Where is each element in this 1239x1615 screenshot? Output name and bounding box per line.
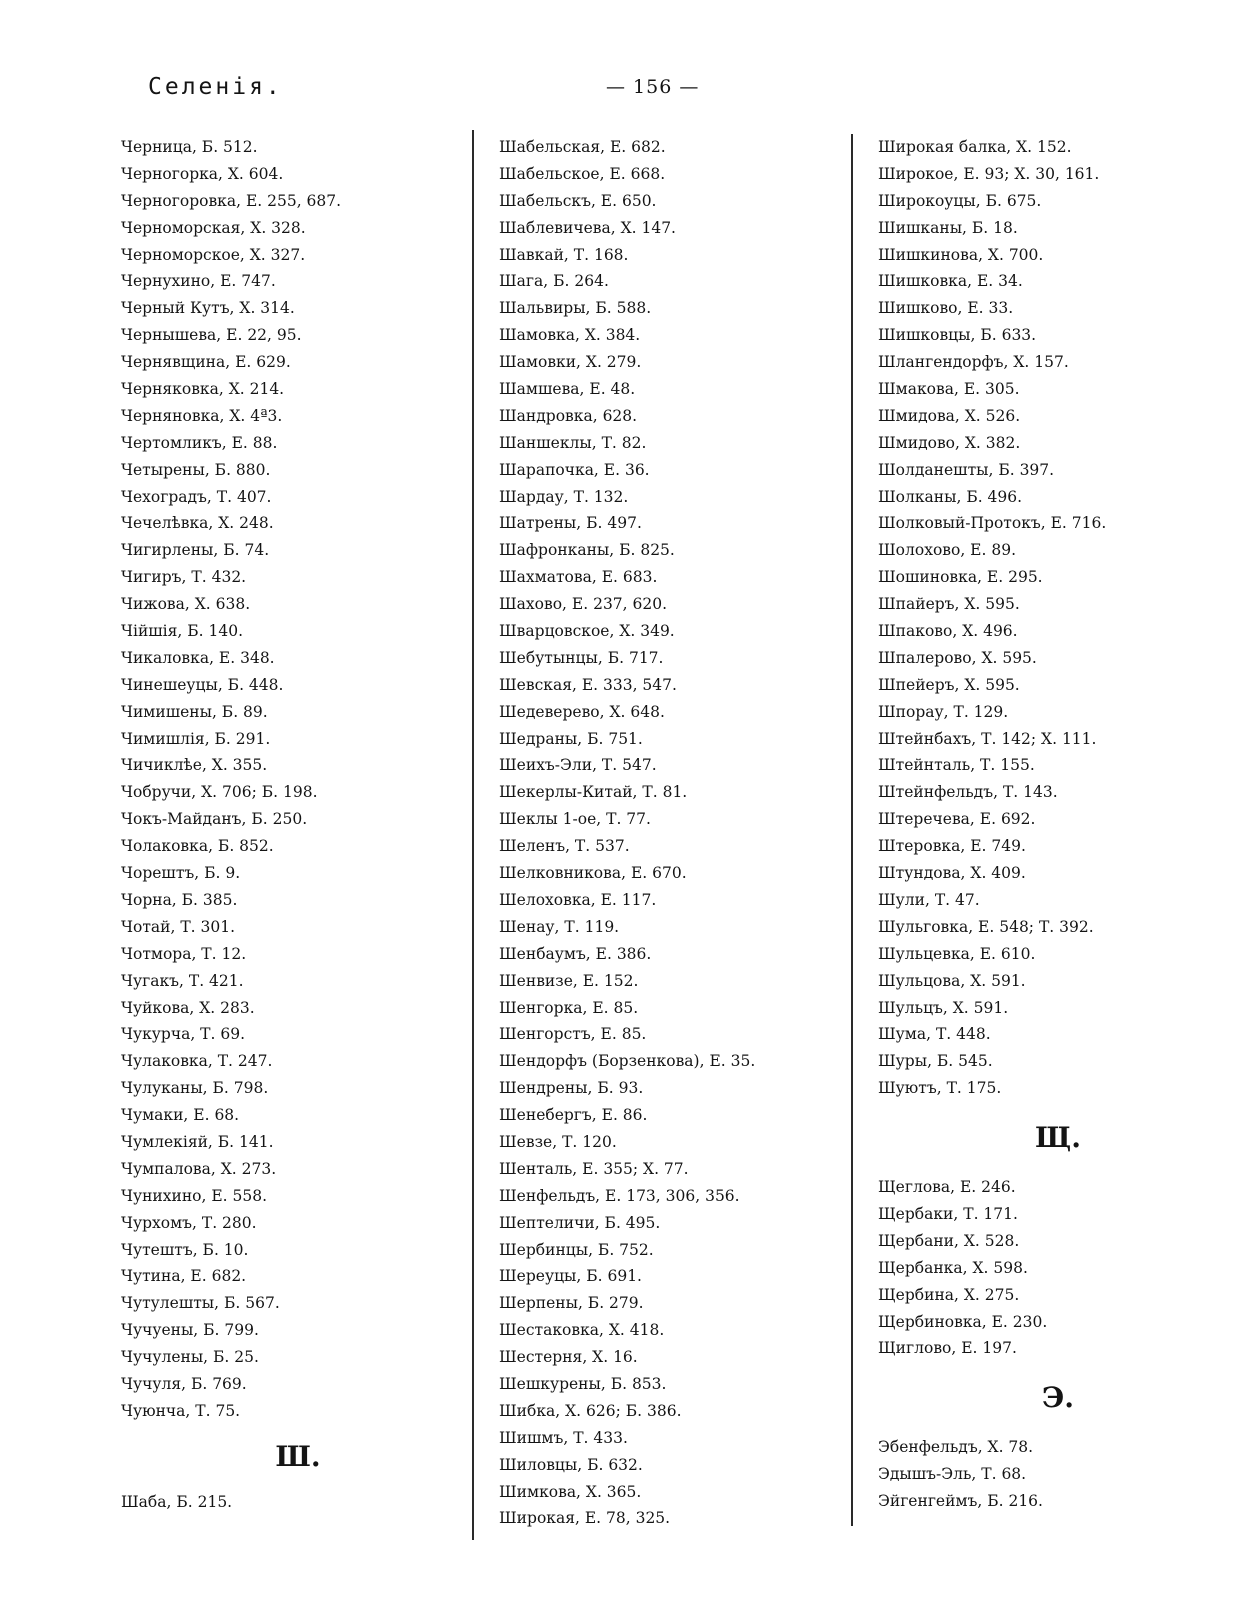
index-entry: Шереуцы, Б. 691.	[499, 1267, 642, 1286]
index-entry: Чимишлія, Б. 291.	[121, 729, 271, 748]
index-entry: Шмидово, Х. 382.	[878, 433, 1021, 452]
index-entry: Шульцевка, Е. 610.	[878, 944, 1036, 963]
index-entry: Шенфельдъ, Е. 173, 306, 356.	[499, 1186, 740, 1205]
index-entry: Шульцова, Х. 591.	[878, 971, 1026, 990]
index-entry: Шестаковка, Х. 418.	[499, 1321, 665, 1340]
index-entry: Шпаково, Х. 496.	[878, 622, 1018, 641]
index-entry: Черноморское, Х. 327.	[121, 245, 306, 264]
index-entry: Шенвизе, Е. 152.	[499, 971, 639, 990]
index-entry: Шварцовское, Х. 349.	[499, 622, 675, 641]
section-heading: Э.	[1041, 1381, 1075, 1415]
index-entry: Чорештъ, Б. 9.	[121, 864, 241, 883]
index-entry: Шульговка, Е. 548; Т. 392.	[878, 917, 1094, 936]
index-entry: Чунихино, Е. 558.	[121, 1186, 268, 1205]
index-entry: Шекерлы-Китай, Т. 81.	[499, 783, 688, 802]
index-entry: Чертомликъ, Е. 88.	[121, 433, 278, 452]
index-entry: Шлангендорфъ, Х. 157.	[878, 353, 1069, 372]
index-entry: Широкое, Е. 93; Х. 30, 161.	[878, 164, 1100, 183]
index-entry: Чижова, Х. 638.	[121, 595, 251, 614]
index-entry: Шенгорка, Е. 85.	[499, 998, 639, 1017]
index-entry: Чучуены, Б. 799.	[121, 1321, 259, 1340]
index-entry: Шелоховка, Е. 117.	[499, 890, 657, 909]
index-entry: Чумпалова, Х. 273.	[121, 1159, 277, 1178]
index-entry: Чурхомъ, Т. 280.	[121, 1213, 257, 1232]
index-entry: Шпайеръ, Х. 595.	[878, 595, 1020, 614]
index-entry: Чотай, Т. 301.	[121, 917, 236, 936]
index-entry: Шамовки, Х. 279.	[499, 353, 642, 372]
column-divider	[472, 130, 474, 1540]
index-entry: Шабельское, Е. 668.	[499, 164, 666, 183]
index-entry: Шенау, Т. 119.	[499, 917, 620, 936]
index-entry: Шеклы 1-ое, Т. 77.	[499, 810, 651, 829]
index-entry: Шардау, Т. 132.	[499, 487, 629, 506]
index-entry: Черногоровка, Е. 255, 687.	[121, 191, 342, 210]
index-entry: Чутулешты, Б. 567.	[121, 1294, 280, 1313]
index-entry: Шолковый-Протокъ, Е. 716.	[878, 514, 1107, 533]
index-entry: Черноморская, Х. 328.	[121, 218, 306, 237]
index-entry: Щербаки, Т. 171.	[878, 1204, 1018, 1223]
index-entry: Чолаковка, Б. 852.	[121, 837, 274, 856]
index-entry: Шуютъ, Т. 175.	[878, 1079, 1002, 1098]
index-entry: Широкоуцы, Б. 675.	[878, 191, 1042, 210]
index-entry: Шимкова, Х. 365.	[499, 1482, 642, 1501]
index-entry: Чинешеуцы, Б. 448.	[121, 675, 284, 694]
index-entry: Шенебергъ, Е. 86.	[499, 1106, 648, 1125]
index-entry: Щербани, Х. 528.	[878, 1231, 1020, 1250]
index-entry: Шелковникова, Е. 670.	[499, 864, 687, 883]
index-entry: Шенгорстъ, Е. 85.	[499, 1025, 647, 1044]
index-entry: Чигиръ, Т. 432.	[121, 568, 247, 587]
index-entry: Шептеличи, Б. 495.	[499, 1213, 661, 1232]
index-entry: Штейнбахъ, Т. 142; Х. 111.	[878, 729, 1097, 748]
index-entry: Штейнталь, Т. 155.	[878, 756, 1035, 775]
index-entry: Шевская, Е. 333, 547.	[499, 675, 677, 694]
index-entry: Шафронканы, Б. 825.	[499, 541, 675, 560]
index-entry: Шолохово, Е. 89.	[878, 541, 1017, 560]
index-entry: Чичиклѣе, Х. 355.	[121, 756, 268, 775]
index-entry: Шмидова, Х. 526.	[878, 406, 1021, 425]
index-entry: Шеленъ, Т. 537.	[499, 837, 630, 856]
index-column-3	[878, 134, 1218, 1515]
index-entry: Чутештъ, Б. 10.	[121, 1240, 249, 1259]
index-entry: Шамшева, Е. 48.	[499, 380, 636, 399]
index-entry: Шешкурены, Б. 853.	[499, 1374, 667, 1393]
index-entry: Черный Кутъ, Х. 314.	[121, 299, 295, 318]
section-heading: Ш.	[275, 1439, 321, 1473]
index-entry: Шамовка, Х. 384.	[499, 326, 641, 345]
index-entry: Шишканы, Б. 18.	[878, 218, 1018, 237]
index-entry: Шульцъ, Х. 591.	[878, 998, 1009, 1017]
index-entry: Шандровка, 628.	[499, 406, 638, 425]
index-entry: Чучуля, Б. 769.	[121, 1374, 247, 1393]
index-entry: Щиглово, Е. 197.	[878, 1339, 1017, 1358]
index-entry: Шпейеръ, Х. 595.	[878, 675, 1020, 694]
index-entry: Штеречева, Е. 692.	[878, 810, 1036, 829]
index-entry: Чійшія, Б. 140.	[121, 622, 244, 641]
index-entry: Чутина, Е. 682.	[121, 1267, 247, 1286]
index-entry: Шербинцы, Б. 752.	[499, 1240, 654, 1259]
index-entry: Шули, Т. 47.	[878, 890, 980, 909]
index-entry: Чучулены, Б. 25.	[121, 1348, 259, 1367]
index-entry: Эбенфельдъ, Х. 78.	[878, 1438, 1034, 1457]
index-entry: Чулуканы, Б. 798.	[121, 1079, 269, 1098]
index-entry: Чикаловка, Е. 348.	[121, 648, 275, 667]
index-entry: Шошиновка, Е. 295.	[878, 568, 1043, 587]
index-entry: Чернышева, Е. 22, 95.	[121, 326, 302, 345]
index-entry: Шендрены, Б. 93.	[499, 1079, 644, 1098]
index-entry: Шарапочка, Е. 36.	[499, 460, 650, 479]
index-entry: Шатрены, Б. 497.	[499, 514, 642, 533]
index-entry: Шпорау, Т. 129.	[878, 702, 1009, 721]
index-entry: Черногорка, Х. 604.	[121, 164, 284, 183]
index-entry: Щеглова, Е. 246.	[878, 1178, 1016, 1197]
index-column-1	[121, 134, 451, 1516]
index-entry: Шахово, Е. 237, 620.	[499, 595, 668, 614]
index-entry: Шума, Т. 448.	[878, 1025, 991, 1044]
index-entry: Шага, Б. 264.	[499, 272, 609, 291]
index-entry: Штейнфельдъ, Т. 143.	[878, 783, 1058, 802]
index-entry: Чулаковка, Т. 247.	[121, 1052, 273, 1071]
index-entry: Шавкай, Т. 168.	[499, 245, 629, 264]
index-entry: Четырены, Б. 880.	[121, 460, 271, 479]
index-entry: Шахматова, Е. 683.	[499, 568, 658, 587]
index-entry: Чумаки, Е. 68.	[121, 1106, 240, 1125]
index-entry: Шеихъ-Эли, Т. 547.	[499, 756, 657, 775]
index-entry: Шальвиры, Б. 588.	[499, 299, 652, 318]
index-entry: Черница, Б. 512.	[121, 138, 258, 156]
index-entry: Чугакъ, Т. 421.	[121, 971, 244, 990]
page-number: — 156 —	[606, 76, 700, 98]
index-entry: Шенбаумъ, Е. 386.	[499, 944, 652, 963]
index-entry: Чорна, Б. 385.	[121, 890, 238, 909]
index-entry: Чечелѣвка, Х. 248.	[121, 514, 274, 533]
index-entry: Чотмора, Т. 12.	[121, 944, 247, 963]
index-entry: Шенталь, Е. 355; Х. 77.	[499, 1159, 689, 1178]
index-entry: Шебутынцы, Б. 717.	[499, 648, 664, 667]
index-entry: Шаншеклы, Т. 82.	[499, 433, 647, 452]
index-entry: Чокъ-Майданъ, Б. 250.	[121, 810, 308, 829]
index-entry: Шолданешты, Б. 397.	[878, 460, 1055, 479]
index-entry: Шишково, Е. 33.	[878, 299, 1014, 318]
index-entry: Черняковка, Х. 214.	[121, 380, 285, 399]
index-entry: Шуры, Б. 545.	[878, 1052, 993, 1071]
index-entry: Шендорфъ (Борзенкова), Е. 35.	[499, 1052, 756, 1071]
index-entry: Шишковка, Е. 34.	[878, 272, 1023, 291]
index-entry: Шедеверево, Х. 648.	[499, 702, 665, 721]
index-entry: Шерпены, Б. 279.	[499, 1294, 644, 1313]
index-entry: Шестерня, Х. 16.	[499, 1348, 638, 1367]
index-entry: Чернухино, Е. 747.	[121, 272, 276, 291]
index-entry: Чехоградъ, Т. 407.	[121, 487, 272, 506]
index-entry: Чобручи, Х. 706; Б. 198.	[121, 783, 318, 802]
index-entry: Чукурча, Т. 69.	[121, 1025, 246, 1044]
index-entry: Шишкинова, Х. 700.	[878, 245, 1044, 264]
index-entry: Щербина, Х. 275.	[878, 1285, 1020, 1304]
index-entry: Штундова, Х. 409.	[878, 864, 1026, 883]
index-entry: Эдышъ-Эль, Т. 68.	[878, 1465, 1027, 1484]
index-entry: Шишковцы, Б. 633.	[878, 326, 1037, 345]
column-divider	[851, 134, 853, 1526]
index-entry: Шабельская, Е. 682.	[499, 138, 666, 156]
section-heading: Щ.	[1035, 1121, 1081, 1155]
index-entry: Шмакова, Е. 305.	[878, 380, 1020, 399]
index-entry: Широкая, Е. 78, 325.	[499, 1509, 671, 1528]
index-entry: Чуюнча, Т. 75.	[121, 1401, 241, 1420]
index-entry: Чумлекіяй, Б. 141.	[121, 1132, 274, 1151]
index-entry: Шаба, Б. 215.	[121, 1492, 233, 1511]
index-entry: Эйгенгеймъ, Б. 216.	[878, 1492, 1043, 1511]
index-entry: Шевзе, Т. 120.	[499, 1132, 617, 1151]
index-entry: Штеровка, Е. 749.	[878, 837, 1026, 856]
index-entry: Шолканы, Б. 496.	[878, 487, 1023, 506]
index-column-2	[499, 134, 844, 1532]
index-entry: Шишмъ, Т. 433.	[499, 1428, 628, 1447]
index-entry: Шедраны, Б. 751.	[499, 729, 643, 748]
index-entry: Черняновка, Х. 4ª3.	[121, 406, 283, 425]
index-entry: Шабельскъ, Е. 650.	[499, 191, 657, 210]
index-entry: Широкая балка, Х. 152.	[878, 138, 1072, 156]
index-entry: Чернявщина, Е. 629.	[121, 353, 291, 372]
index-entry: Щербанка, Х. 598.	[878, 1258, 1028, 1277]
index-entry: Шибка, Х. 626; Б. 386.	[499, 1401, 682, 1420]
index-entry: Чуйкова, Х. 283.	[121, 998, 255, 1017]
index-entry: Шаблевичева, Х. 147.	[499, 218, 676, 237]
index-entry: Чимишены, Б. 89.	[121, 702, 268, 721]
index-entry: Шпалерово, Х. 595.	[878, 648, 1037, 667]
index-entry: Шиловцы, Б. 632.	[499, 1455, 643, 1474]
page-title: Селенія.	[148, 74, 283, 100]
index-entry: Щербиновка, Е. 230.	[878, 1312, 1048, 1331]
index-entry: Чигирлены, Б. 74.	[121, 541, 270, 560]
